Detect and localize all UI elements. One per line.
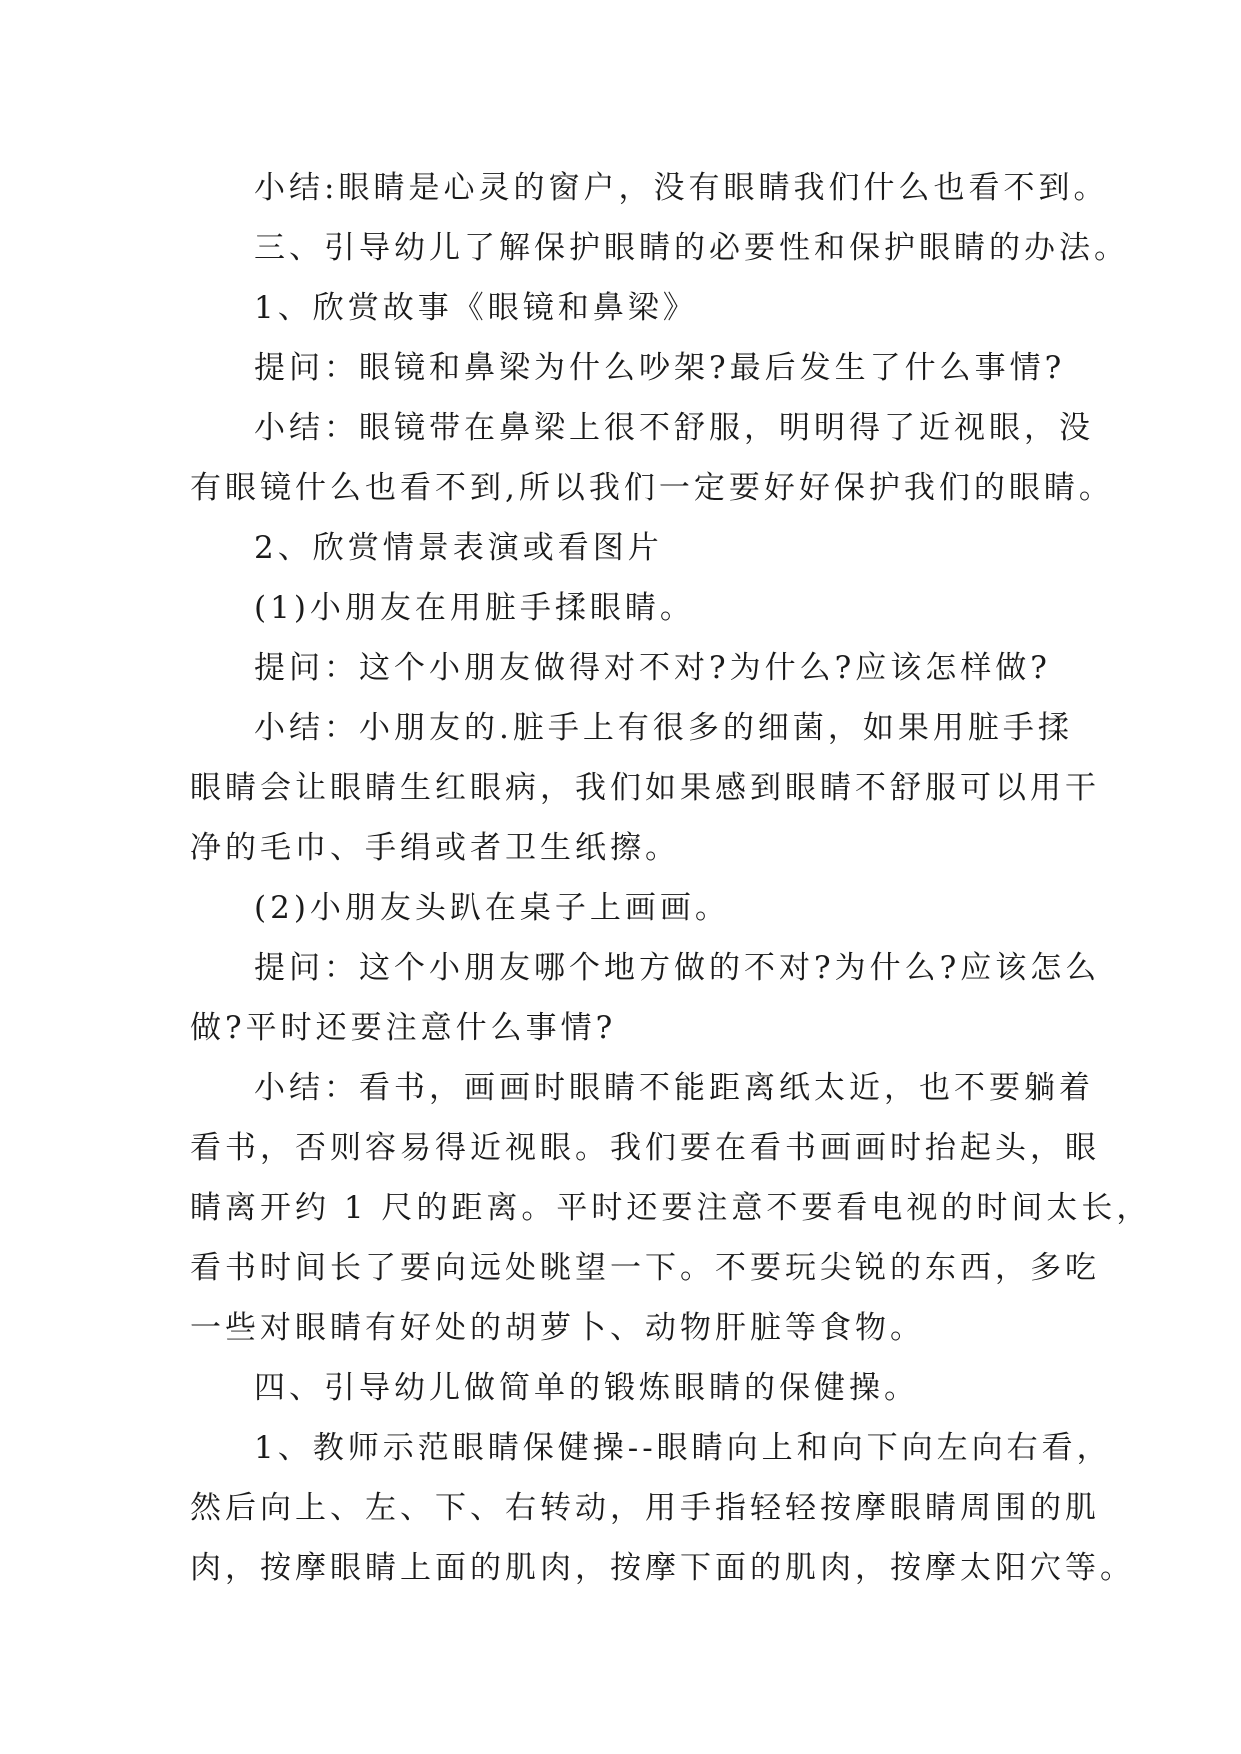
section-heading: 四、引导幼儿做简单的锻炼眼睛的保健操。 <box>254 1370 919 1406</box>
paragraph-line: 眼睛会让眼睛生红眼病，我们如果感到眼睛不舒服可以用干 <box>190 770 1100 806</box>
paragraph-line: 一些对眼睛有好处的胡萝卜、动物肝脏等食物。 <box>190 1310 925 1346</box>
paragraph-line: 然后向上、左、下、右转动，用手指轻轻按摩眼睛周围的肌 <box>190 1490 1100 1526</box>
paragraph-line: (1)小朋友在用脏手揉眼睛。 <box>254 590 695 626</box>
paragraph-line: 小结:眼睛是心灵的窗户，没有眼睛我们什么也看不到。 <box>254 170 1109 206</box>
paragraph-line: 提问：这个小朋友做得对不对?为什么?应该怎样做? <box>254 650 1051 686</box>
paragraph-line: 小结：小朋友的.脏手上有很多的细菌，如果用脏手揉 <box>254 710 1073 746</box>
paragraph-line: 提问：眼镜和鼻梁为什么吵架?最后发生了什么事情? <box>254 350 1066 386</box>
paragraph-line: 有眼镜什么也看不到,所以我们一定要好好保护我们的眼睛。 <box>190 470 1114 506</box>
paragraph-line: 睛离开约 1 尺的距离。平时还要注意不要看电视的时间太长， <box>190 1190 1152 1226</box>
paragraph-line: 1、教师示范眼睛保健操--眼睛向上和向下向左向右看， <box>254 1430 1112 1466</box>
subsection-heading: 2、欣赏情景表演或看图片 <box>254 530 663 566</box>
paragraph-line: 肉，按摩眼睛上面的肌肉，按摩下面的肌肉，按摩太阳穴等。 <box>190 1550 1135 1586</box>
paragraph-line: 小结：看书，画画时眼睛不能距离纸太近，也不要躺着 <box>254 1070 1094 1106</box>
section-heading: 三、引导幼儿了解保护眼睛的必要性和保护眼睛的办法。 <box>254 230 1129 266</box>
paragraph-line: (2)小朋友头趴在桌子上画画。 <box>254 890 730 926</box>
document-body <box>190 158 1152 1598</box>
paragraph-line: 做?平时还要注意什么事情? <box>190 1010 617 1046</box>
paragraph-line: 净的毛巾、手绢或者卫生纸擦。 <box>190 830 680 866</box>
paragraph-line: 小结：眼镜带在鼻梁上很不舒服，明明得了近视眼，没 <box>254 410 1094 446</box>
paragraph-line: 看书时间长了要向远处眺望一下。不要玩尖锐的东西，多吃 <box>190 1250 1100 1286</box>
paragraph-line: 看书，否则容易得近视眼。我们要在看书画画时抬起头，眼 <box>190 1130 1100 1166</box>
subsection-heading: 1、欣赏故事《眼镜和鼻梁》 <box>254 290 698 326</box>
paragraph-line: 提问：这个小朋友哪个地方做的不对?为什么?应该怎么 <box>254 950 1101 986</box>
